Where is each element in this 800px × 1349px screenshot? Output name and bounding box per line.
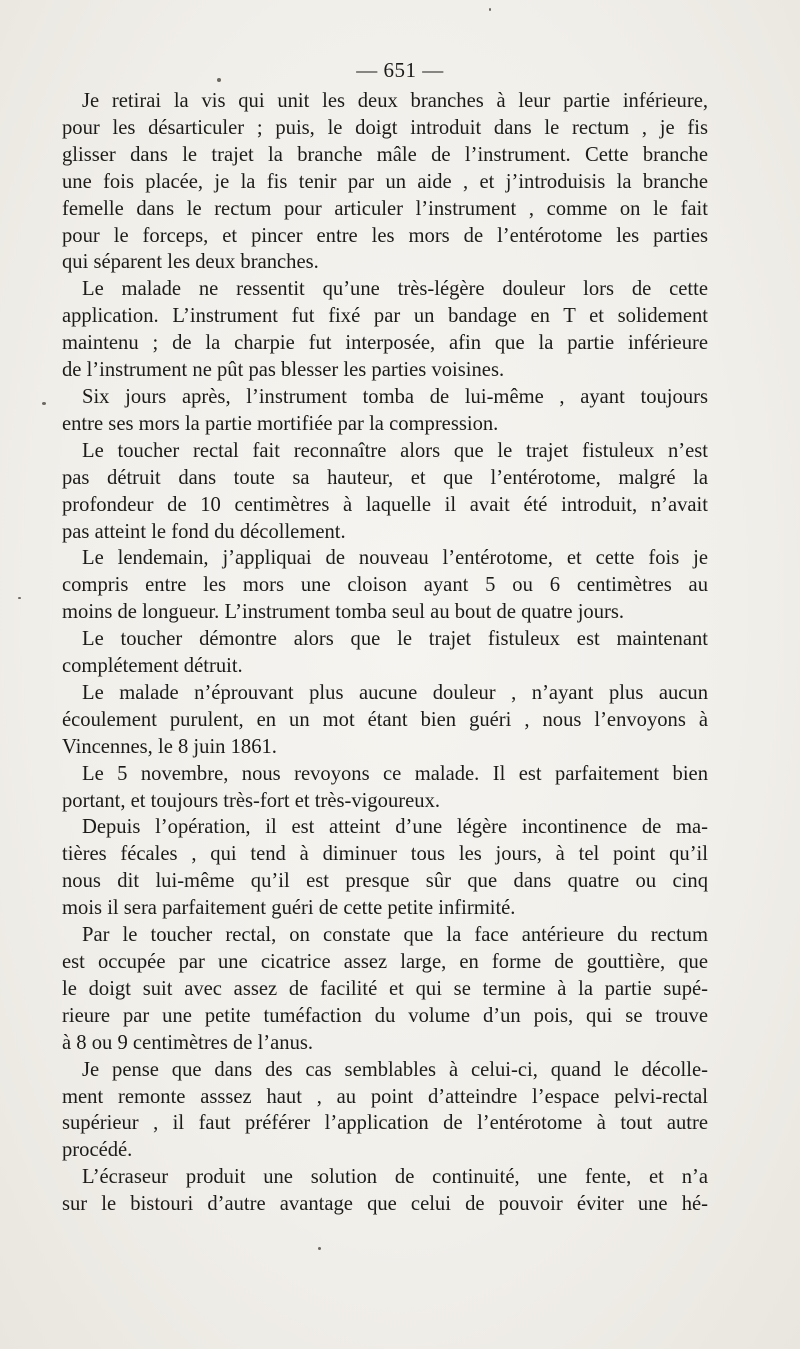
text-line: Le lendemain, j’appliquai de nouveau l’entérotome, et cette fois je [82,547,708,570]
text-line: pour les désarticuler ; puis, le doigt introduit dans le rectum , je fis [62,116,708,139]
text-line: Je pense que dans des cas semblables à celui-ci, quand le décolle- [82,1058,708,1081]
paragraph [62,276,708,384]
ink-speck [18,597,21,599]
text-line: qui séparent les deux branches. [62,251,319,274]
text-line: pour le forceps, et pincer entre les mors de l’entérotome les parties [62,224,708,247]
text-line: nous dit lui-même qu’il est presque sûr que dans quatre ou cinq [62,870,708,893]
text-line: Le malade n’éprouvant plus aucune douleur , n’ayant plus aucun [82,681,708,704]
text-line: L’écraseur produit une solution de continuité, une fente, et n’a [82,1166,708,1189]
text-line: écoulement purulent, en un mot étant bien guéri , nous l’envoyons à [62,708,708,731]
text-line: Le toucher démontre alors que le trajet fistuleux est maintenant [82,628,708,651]
ink-speck [489,8,491,11]
text-line: moins de longueur. L’instrument tomba seul au bout de quatre jours. [62,601,625,624]
text-line: pas atteint le fond du décollement. [62,520,346,543]
paragraph [62,1057,708,1165]
text-line: sur le bistouri d’autre avantage que celui de pouvoir éviter une hé- [62,1193,708,1216]
text-line: compris entre les mors une cloison ayant 5 ou 6 centimètres au [62,574,708,597]
ink-speck [42,402,46,405]
text-line: pas détruit dans toute sa hauteur, et que l’entérotome, malgré la [62,466,708,489]
body-text [62,88,708,1218]
text-line: Vincennes, le 8 juin 1861. [62,735,277,758]
text-line: une fois placée, je la fis tenir par un aide , et j’introduisis la branche [62,170,708,193]
text-line: Par le toucher rectal, on constate que la face antérieure du rectum [82,924,708,947]
paragraph [62,1164,708,1218]
text-line: Le 5 novembre, nous revoyons ce malade. Il est parfaitement bien [82,762,708,785]
text-line: femelle dans le rectum pour articuler l’instrument , comme on le fait [62,197,708,220]
page-number: — 651 — [356,58,444,82]
text-line: maintenu ; de la charpie fut interposée, afin que la partie inférieure [62,332,708,355]
paragraph [62,384,708,438]
text-line: application. L’instrument fut fixé par un bandage en T et solidement [62,305,708,328]
text-line: Six jours après, l’instrument tomba de lui-même , ayant toujours [82,385,708,408]
text-line: procédé. [62,1139,133,1162]
text-line: de l’instrument ne pût pas blesser les parties voisines. [62,359,505,382]
text-line: portant, et toujours très-fort et très-vigoureux. [62,789,441,812]
text-line: rieure par une petite tuméfaction du volume d’un pois, qui se trouve [62,1004,708,1027]
paragraph [62,626,708,680]
ink-speck [217,78,221,82]
text-line: tières fécales , qui tend à diminuer tous les jours, à tel point qu’il [62,843,708,866]
text-line: ment remonte asssez haut , au point d’atteindre l’espace pelvi-rectal [62,1085,708,1108]
paragraph [62,922,708,1057]
text-line: supérieur , il faut préférer l’application de l’entérotome à tout autre [62,1112,708,1135]
text-line: le doigt suit avec assez de facilité et qui se termine à la partie supé- [62,977,708,1000]
paragraph [62,680,708,761]
text-line: complétement détruit. [62,655,243,678]
paragraph [62,88,708,276]
paragraph [62,761,708,815]
paragraph [62,814,708,922]
text-line: Le malade ne ressentit qu’une très-légère douleur lors de cette [82,278,708,301]
text-line: à 8 ou 9 centimètres de l’anus. [62,1031,314,1054]
text-line: glisser dans le trajet la branche mâle de l’instrument. Cette branche [62,143,708,166]
text-line: Le toucher rectal fait reconnaître alors que le trajet fistuleux n’est [82,439,708,462]
paragraph [62,438,708,546]
text-line: mois il sera parfaitement guéri de cette petite infirmité. [62,897,516,920]
text-line: entre ses mors la partie mortifiée par la compression. [62,412,499,435]
text-line: profondeur de 10 centimètres à laquelle il avait été introduit, n’avait [62,493,708,516]
text-line: est occupée par une cicatrice assez large, en forme de gouttière, que [62,951,708,973]
text-line: Je retirai la vis qui unit les deux branches à leur partie inférieure, [82,90,708,112]
ink-speck [318,1247,321,1250]
text-line: Depuis l’opération, il est atteint d’une légère incontinence de ma- [82,816,708,839]
paragraph [62,545,708,626]
